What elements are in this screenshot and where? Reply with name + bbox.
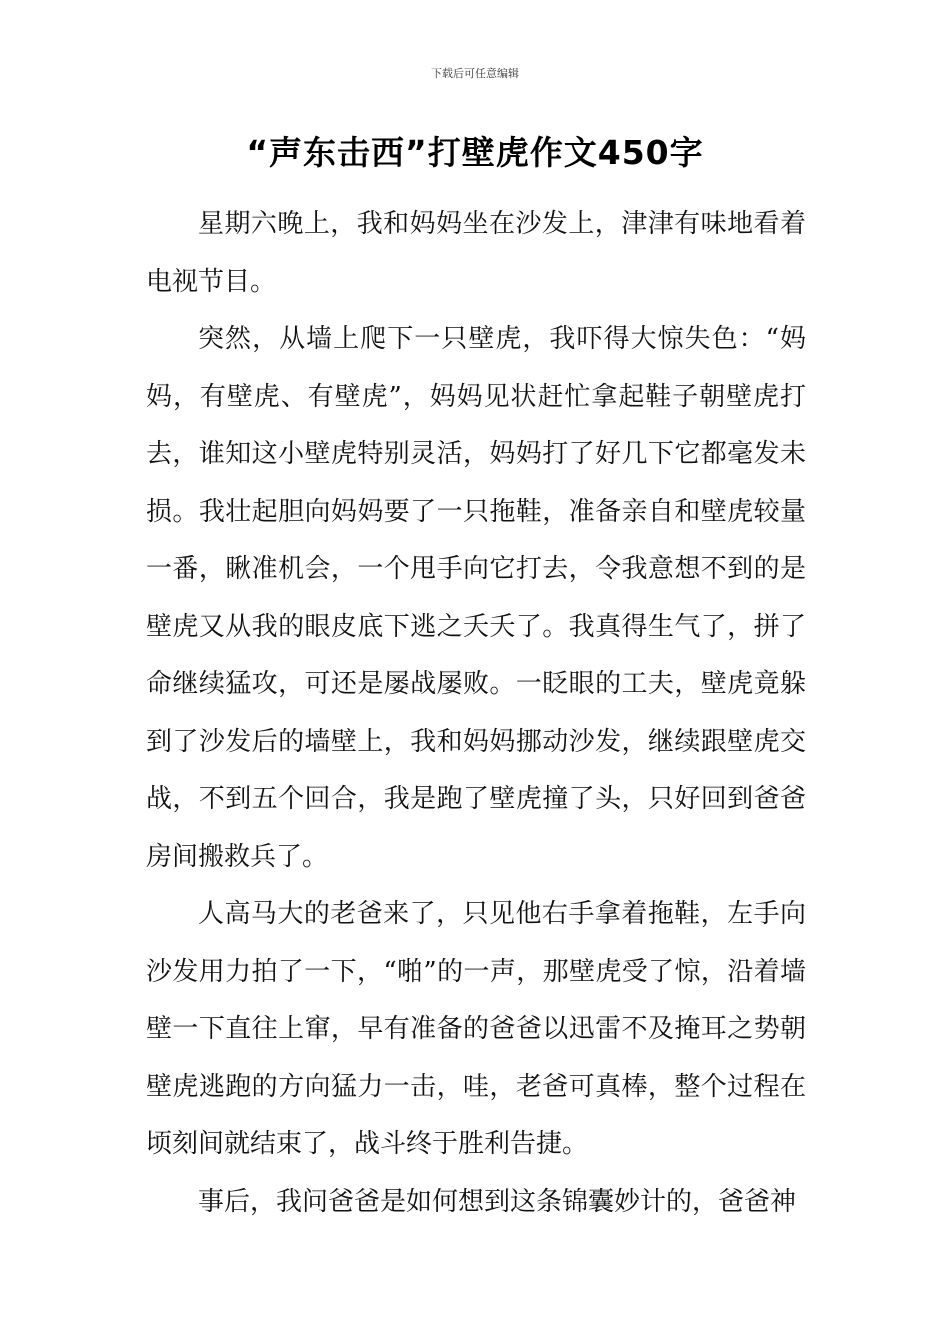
document-title: “声东击西”打壁虎作文450字 [246, 133, 704, 172]
paragraph: 突然，从墙上爬下一只壁虎，我吓得大惊失色：“妈妈，有壁虎、有壁虎”，妈妈见状赶忙拿起鞋子朝壁虎打去，谁知这小壁虎特别灵活，妈妈打了好几下它都毫发未损。我壮起胆向妈妈要了一只拖鞋，准备亲自和壁虎较量一番，瞅准机会，一个甩手向它打去，令我意想不到的是壁虎又从我的眼皮底下逃之夭夭了。我真得生气了，拼了命继续猛攻，可还是屡战屡败。一眨眼的工夫，壁虎竟躲到了沙发后的墙壁上，我和妈妈挪动沙发，继续跟壁虎交战，不到五个回合，我是跑了壁虎撞了头，只好回到爸爸房间搬救兵了。 [146, 324, 806, 872]
paragraph: 事后，我问爸爸是如何想到这条锦囊妙计的，爸爸神 [198, 1186, 797, 1217]
document-body [146, 196, 806, 1231]
header-note: 下载后可任意编辑 [431, 67, 519, 80]
paragraph: 星期六晚上，我和妈妈坐在沙发上，津津有味地看着电视节目。 [146, 209, 806, 297]
paragraph: 人高马大的老爸来了，只见他右手拿着拖鞋，左手向沙发用力拍了一下，“啪”的一声，那壁虎受了惊，沿着墙壁一下直往上窜，早有准备的爸爸以迅雷不及掩耳之势朝壁虎逃跑的方向猛力一击，哇，老爸可真棒，整个过程在顷刻间就结束了，战斗终于胜利告捷。 [146, 899, 806, 1159]
